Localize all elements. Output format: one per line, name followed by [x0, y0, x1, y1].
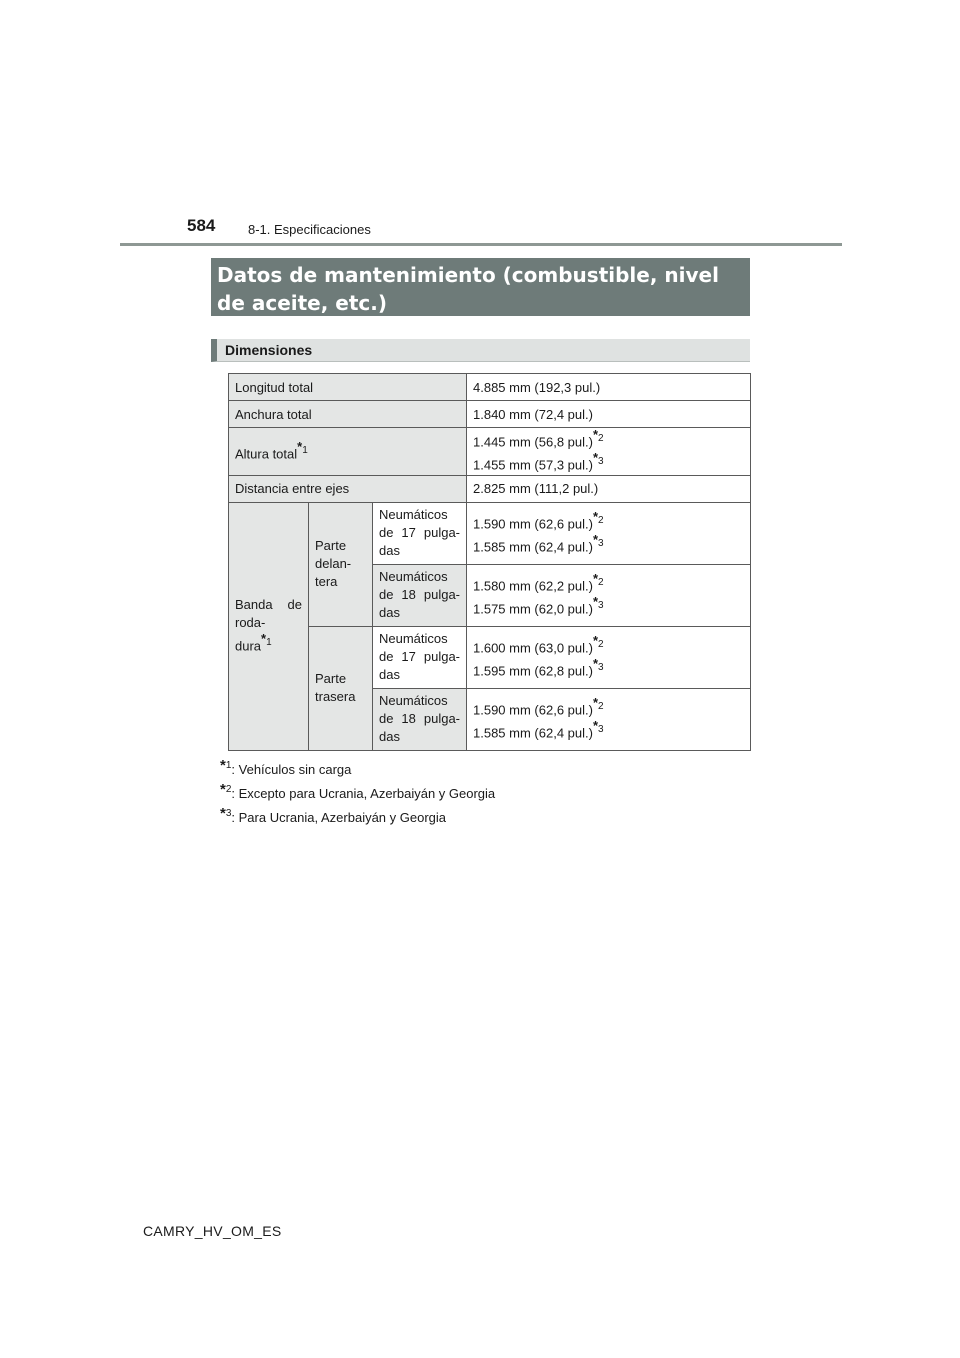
table-row — [229, 401, 751, 428]
page-number: 584 — [187, 216, 216, 235]
tread-label — [229, 502, 309, 750]
table-row — [229, 428, 751, 476]
row-label-text: Altura total — [235, 446, 298, 462]
table-row — [229, 475, 751, 502]
row-label: Distancia entre ejes — [229, 475, 467, 502]
row-value: 2.825 mm (111,2 pul.) — [467, 475, 751, 502]
row-value: 1.600 mm (63,0 pul.)$^{*2}$ 1.595 mm (62,8 pul.)$^{*3}$ — [467, 626, 751, 688]
row-value — [467, 428, 751, 476]
footnote: *$^2$: Excepto para Ucrania, Azerbaiyán y Georgia — [220, 781, 496, 801]
tread-label-line: Banda de — [235, 597, 302, 613]
row-label: Longitud total — [229, 374, 467, 401]
dimensions-table — [228, 373, 751, 751]
value-line: 1.445 mm (56,8 pul.)$^{*2}$ — [473, 427, 604, 450]
row-value: 1.590 mm (62,6 pul.)$^{*2}$ 1.585 mm (62,4 pul.)$^{*3}$ — [467, 502, 751, 564]
value-line: 1.455 mm (57,3 pul.)$^{*3}$ — [473, 450, 604, 473]
section-title: Datos de mantenimiento (combustible, nivel de aceite, etc.) — [211, 258, 750, 316]
footnote: *$^1$: Vehículos sin carga — [220, 757, 352, 777]
rear-label: Parte trasera — [309, 626, 373, 750]
header-rule — [120, 243, 842, 246]
tire-label: Neumáticos de 17 pulga- das — [373, 626, 467, 688]
row-value: 1.590 mm (62,6 pul.)$^{*2}$ 1.585 mm (62,4 pul.)$^{*3}$ — [467, 688, 751, 750]
footnote-ref-num: 1 — [302, 445, 308, 457]
row-label — [229, 428, 467, 476]
row-value: 1.840 mm (72,4 pul.) — [467, 401, 751, 428]
row-value: 1.580 mm (62,2 pul.)$^{*2}$ 1.575 mm (62,0 pul.)$^{*3}$ — [467, 564, 751, 626]
document-code: CAMRY_HV_OM_ES — [143, 1223, 282, 1239]
footnotes — [220, 754, 495, 826]
row-value: 4.885 mm (192,3 pul.) — [467, 374, 751, 401]
tire-label: Neumáticos de 18 pulga- das — [373, 688, 467, 750]
tread-label-line: roda- — [235, 615, 266, 631]
front-label: Parte delan- tera — [309, 502, 373, 626]
subheading: Dimensiones — [211, 339, 750, 362]
tread-label-line: dura$^{*1}$ — [235, 631, 272, 654]
tire-label: Neumáticos de 17 pulga- das — [373, 502, 467, 564]
table-row — [229, 502, 751, 564]
section-label: 8-1. Especificaciones — [248, 222, 371, 237]
footnote-ref-1: * — [297, 439, 303, 455]
row-label: Anchura total — [229, 401, 467, 428]
table-row — [229, 374, 751, 401]
footnote: *$^3$: Para Ucrania, Azerbaiyán y Georgia — [220, 805, 447, 825]
tire-label: Neumáticos de 18 pulga- das — [373, 564, 467, 626]
